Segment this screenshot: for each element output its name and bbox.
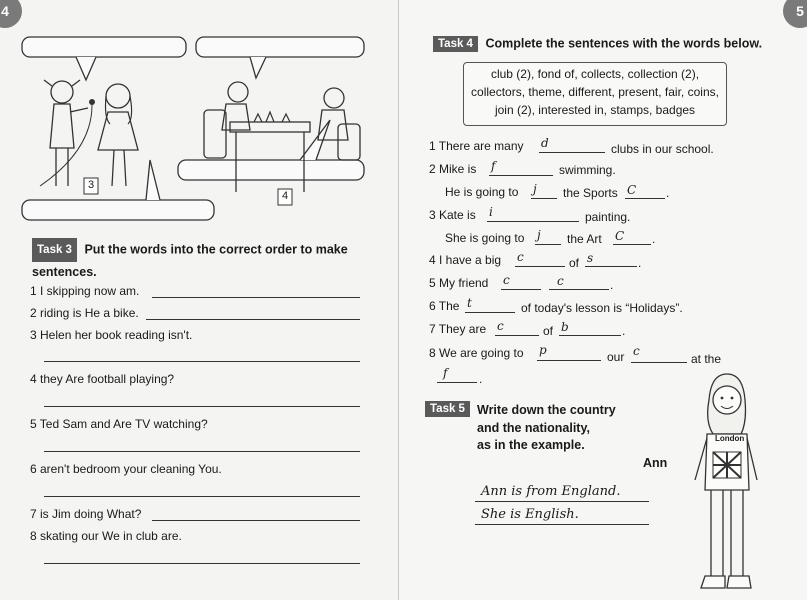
task4-blank-9a[interactable] <box>495 335 539 336</box>
task3-answer-line-8[interactable] <box>44 563 360 564</box>
task5-instruction-2: and the nationality, <box>477 421 590 435</box>
task3-item-4: 4 they Are football playing? <box>30 372 175 386</box>
task4-blank-11[interactable] <box>437 382 477 383</box>
task4-blank-7b[interactable] <box>549 289 609 290</box>
task4-blank-6a[interactable] <box>515 266 565 267</box>
task3-heading <box>32 238 372 282</box>
task4-blank-4[interactable] <box>487 221 579 222</box>
illustration-label-4: 4 <box>282 190 289 202</box>
task3-answer-line-7[interactable] <box>152 520 360 521</box>
task3-item-8: 8 skating our We in club are. <box>30 529 182 543</box>
right-page: 5 Task 4 Complete the sentences with the words below. club (2), fond of, collects, collection (2), collectors, theme, different, present, fair, coins, join (2), interested in, stamps, badges 1 There are many d clubs in our school. 2 Mike is f swimming. He is going to j the Sports C . 3 Kate is i painting. She is going to j the Art C . 4 I have a big c of s . 5 My friend c c . 6 The t of today's lesson is “Holidays”. 7 They are c of b . 8 We are going to p our c at the f . Task 5 Write down the country and the nationality, as in the example. Ann Ann is from England. She is English. London <box>399 0 807 600</box>
example-line-2 <box>475 524 649 525</box>
task5-instruction-1: Write down the country <box>477 403 616 417</box>
task4-blank-5b[interactable] <box>613 244 651 245</box>
left-page <box>0 0 399 600</box>
task5-label: Task 5 <box>425 401 470 417</box>
girl-illustration <box>683 370 773 600</box>
task3-answer-line-1[interactable] <box>152 297 360 298</box>
task3-item-1: 1 I skipping now am. <box>30 284 140 298</box>
example-name: Ann <box>643 456 668 470</box>
task3-item-5: 5 Ted Sam and Are TV watching? <box>30 417 208 431</box>
task4-heading <box>433 36 762 52</box>
task4-blank-7a[interactable] <box>501 289 541 290</box>
example-answer-2: She is English. <box>481 507 579 522</box>
task4-blank-5a[interactable] <box>535 244 561 245</box>
task4-blank-3b[interactable] <box>625 198 665 199</box>
task4-blank-10a[interactable] <box>537 360 601 361</box>
illustration-label-3: 3 <box>88 179 95 191</box>
task3-answer-line-5[interactable] <box>44 451 360 452</box>
shirt-text: London <box>715 434 745 443</box>
task4-blank-8[interactable] <box>465 312 515 313</box>
task3-item-3: 3 Helen her book reading isn't. <box>30 328 193 342</box>
task3-answer-line-4[interactable] <box>44 406 360 407</box>
task5-instruction-3: as in the example. <box>477 438 585 452</box>
task3-answer-line-2[interactable] <box>146 319 360 320</box>
task4-blank-6b[interactable] <box>585 266 637 267</box>
task4-blank-10b[interactable] <box>631 362 687 363</box>
task4-blank-3a[interactable] <box>531 198 557 199</box>
task4-word-box: club (2), fond of, collects, collection (2), collectors, theme, different, present, fair, coins, join (2), interested in, stamps, badges <box>463 62 727 126</box>
task4-instruction: Complete the sentences with the words below. <box>485 36 763 51</box>
page-number-right: 5 <box>783 0 807 28</box>
page-number-left: 4 <box>0 0 22 28</box>
task4-blank-2[interactable] <box>489 175 553 176</box>
task3-item-7: 7 is Jim doing What? <box>30 507 142 521</box>
task4-blank-9b[interactable] <box>559 335 621 336</box>
task3-answer-line-3[interactable] <box>44 361 360 362</box>
example-answer-1: Ann is from England. <box>481 484 621 499</box>
task3-instruction: Put the words into the correct order to make sentences. <box>32 242 348 279</box>
task3-item-6: 6 aren't bedroom your cleaning You. <box>30 462 222 476</box>
task4-blank-1[interactable] <box>539 152 605 153</box>
task3-item-2: 2 riding is He a bike. <box>30 306 139 320</box>
task4-label: Task 4 <box>433 36 478 52</box>
illustration-children <box>0 0 398 230</box>
task3-label: Task 3 <box>32 238 77 262</box>
example-line-1 <box>475 501 649 502</box>
task3-answer-line-6[interactable] <box>44 496 360 497</box>
